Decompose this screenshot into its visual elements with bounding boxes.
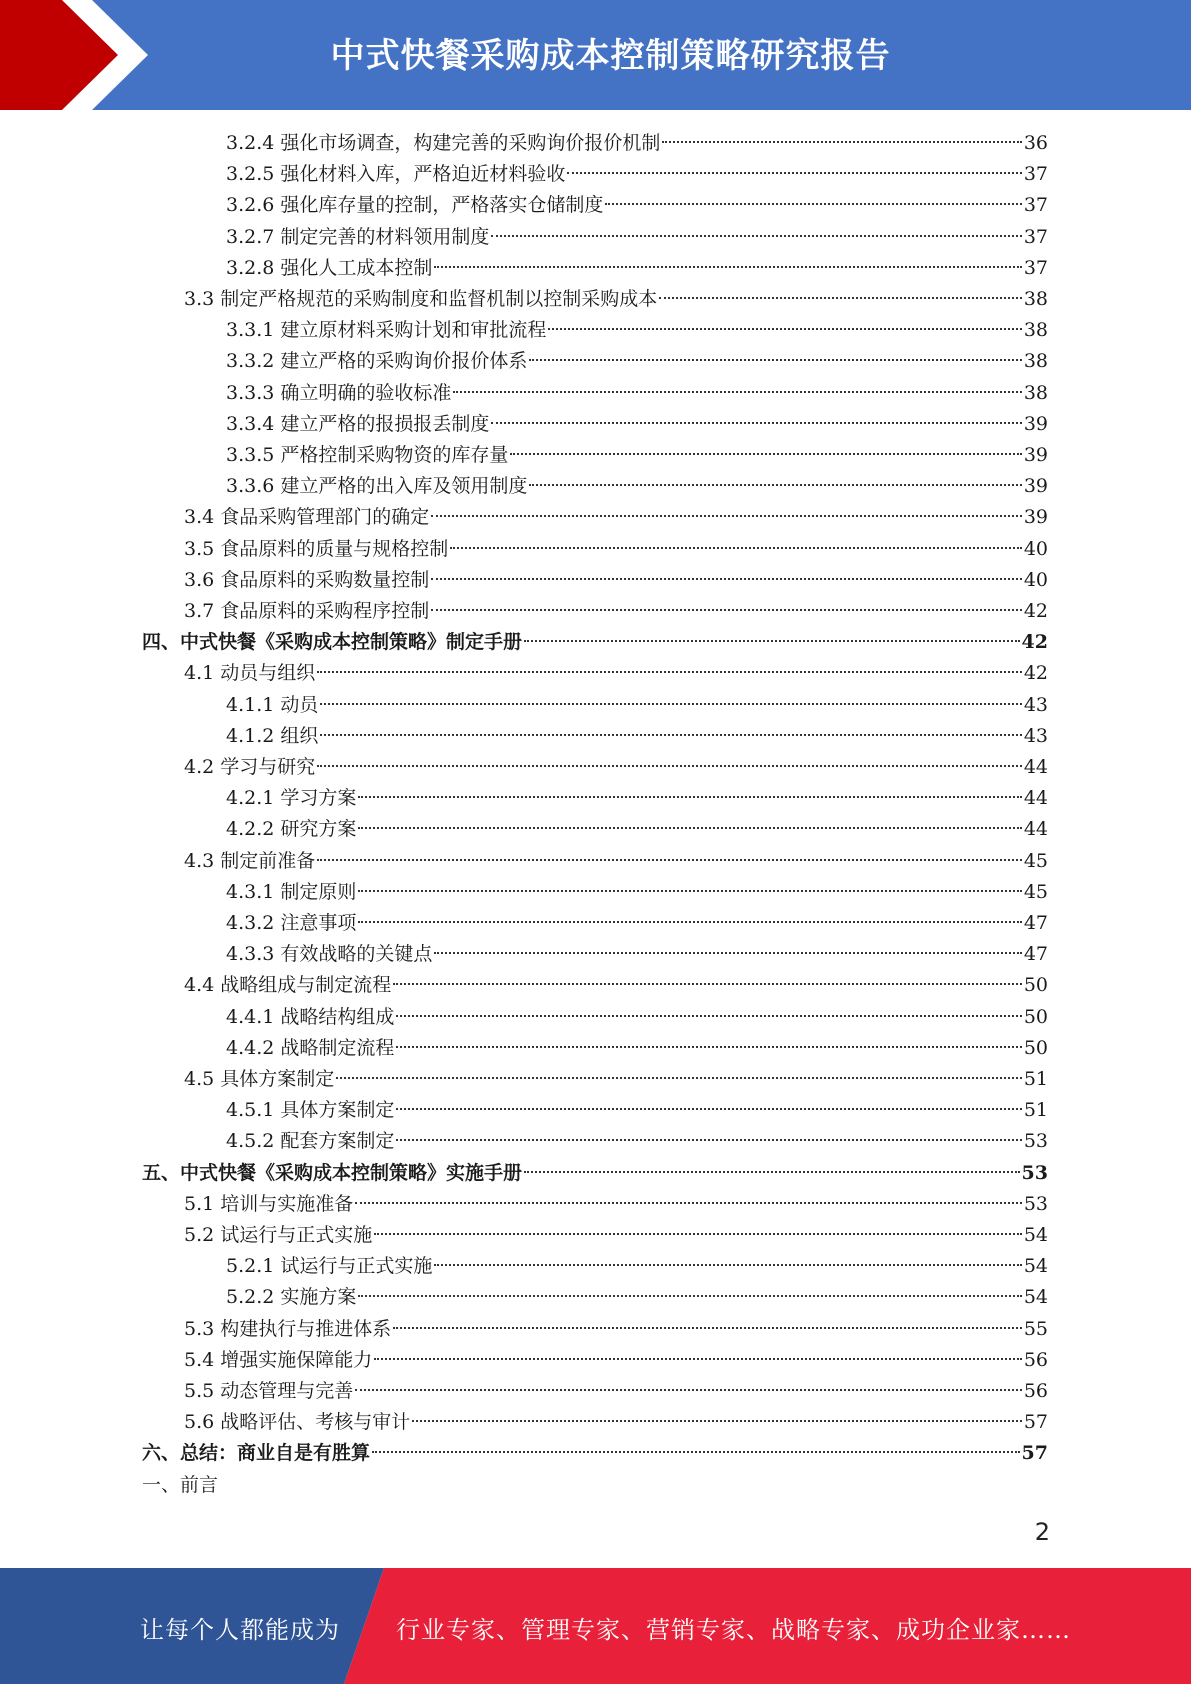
toc-leader-dots	[358, 890, 1021, 892]
toc-entry-title: 4.3 制定前准备	[184, 849, 316, 872]
toc-entry[interactable]	[184, 846, 1048, 877]
toc-leader-dots	[320, 703, 1021, 705]
toc-leader-dots	[355, 1389, 1022, 1391]
toc-entry[interactable]	[184, 534, 1048, 565]
toc-leader-dots	[358, 796, 1021, 798]
toc-entry[interactable]	[226, 1095, 1048, 1126]
toc-entry[interactable]	[184, 596, 1048, 627]
toc-entry[interactable]	[226, 939, 1048, 970]
toc-entry[interactable]	[142, 1438, 1048, 1469]
toc-entry[interactable]	[184, 970, 1048, 1001]
toc-entry[interactable]	[226, 315, 1048, 346]
toc-entry-page: 44	[1023, 787, 1048, 810]
toc-entry[interactable]	[184, 658, 1048, 689]
toc-entry-page: 50	[1023, 1036, 1048, 1059]
toc-leader-dots	[434, 266, 1021, 268]
toc-entry-page: 54	[1023, 1286, 1048, 1309]
toc-entry[interactable]	[226, 877, 1048, 908]
toc-entry[interactable]	[184, 565, 1048, 596]
toc-entry[interactable]	[226, 1251, 1048, 1282]
toc-entry-page: 56	[1023, 1348, 1048, 1371]
toc-entry-page: 57	[1023, 1411, 1048, 1434]
toc-entry-page: 55	[1023, 1317, 1048, 1340]
toc-entry-title: 3.2.6 强化库存量的控制，严格落实仓储制度	[226, 194, 604, 217]
toc-entry[interactable]	[184, 1345, 1048, 1376]
toc-entry-title: 3.2.7 制定完善的材料领用制度	[226, 225, 490, 248]
toc-entry-title: 4.4 战略组成与制定流程	[184, 974, 392, 997]
toc-entry-page: 36	[1023, 132, 1048, 154]
toc-entry-page: 53	[1023, 1192, 1048, 1215]
toc-entry-page: 42	[1021, 631, 1048, 654]
toc-entry[interactable]	[226, 471, 1048, 502]
toc-entry-page: 45	[1023, 849, 1048, 872]
toc-leader-dots	[524, 640, 1020, 642]
toc-entry-title: 四、中式快餐《采购成本控制策略》制定手册	[142, 631, 523, 654]
toc-entry-title: 4.5.1 具体方案制定	[226, 1099, 395, 1122]
toc-entry-page: 47	[1023, 912, 1048, 934]
toc-leader-dots	[393, 983, 1022, 985]
toc-leader-dots	[567, 172, 1021, 174]
toc-leader-dots	[396, 1139, 1021, 1141]
toc-leader-dots	[662, 141, 1021, 143]
page-number: 2	[1034, 1518, 1050, 1546]
document-title: 中式快餐采购成本控制策略研究报告	[330, 36, 891, 76]
toc-entry[interactable]	[226, 128, 1048, 159]
toc-entry-page: 54	[1023, 1255, 1048, 1278]
toc-entry-page: 40	[1023, 537, 1048, 560]
toc-entry[interactable]	[226, 222, 1048, 253]
toc-entry-page: 43	[1023, 724, 1048, 747]
toc-entry-page: 37	[1023, 225, 1048, 248]
toc-leader-dots	[358, 827, 1021, 829]
toc-entry-title: 5.3 构建执行与推进体系	[184, 1317, 392, 1340]
toc-entry-page: 54	[1023, 1224, 1048, 1246]
toc-entry[interactable]	[184, 1189, 1048, 1220]
toc-entry-title: 4.2 学习与研究	[184, 756, 316, 778]
toc-entry-page: 38	[1023, 319, 1048, 342]
toc-entry-page: 53	[1023, 1130, 1048, 1153]
toc-leader-dots	[358, 921, 1021, 923]
toc-leader-dots	[524, 1171, 1020, 1173]
toc-entry[interactable]	[142, 627, 1048, 658]
toc-entry-title: 5.2.2 实施方案	[226, 1286, 357, 1309]
toc-entry-page: 37	[1023, 256, 1048, 279]
toc-entry[interactable]	[226, 814, 1048, 845]
toc-entry-title: 3.7 食品原料的采购程序控制	[184, 600, 430, 622]
toc-entry-page: 44	[1023, 818, 1048, 841]
toc-leader-dots	[431, 515, 1022, 517]
toc-entry-page: 53	[1021, 1161, 1048, 1184]
toc-entry-page: 37	[1023, 163, 1048, 186]
toc-entry-page: 39	[1023, 475, 1048, 498]
toc-entry[interactable]	[142, 1158, 1048, 1189]
toc-entry[interactable]	[226, 1126, 1048, 1157]
toc-entry[interactable]	[226, 1033, 1048, 1064]
toc-entry-title: 4.3.2 注意事项	[226, 912, 357, 934]
toc-entry-title: 4.1.1 动员	[226, 693, 319, 716]
toc-entry-title: 5.5 动态管理与完善	[184, 1380, 354, 1402]
toc-entry[interactable]	[184, 1064, 1048, 1095]
toc-entry-title: 5.6 战略评估、考核与审计	[184, 1411, 411, 1434]
toc-entry-title: 3.3 制定严格规范的采购制度和监督机制以控制采购成本	[184, 288, 658, 310]
toc-entry-title: 4.3.3 有效战略的关键点	[226, 943, 433, 966]
toc-leader-dots	[491, 235, 1021, 237]
toc-entry[interactable]	[226, 721, 1048, 752]
toc-entry-title: 5.2.1 试运行与正式实施	[226, 1255, 433, 1278]
toc-leader-dots	[396, 1046, 1021, 1048]
toc-leader-dots	[434, 952, 1021, 954]
toc-entry[interactable]	[226, 159, 1048, 190]
toc-leader-dots	[510, 453, 1021, 455]
toc-entry-title: 4.2.2 研究方案	[226, 818, 357, 841]
toc-entry-title: 3.3.3 确立明确的验收标准	[226, 381, 452, 404]
toc-entry-title: 3.2.5 强化材料入库，严格迫近材料验收	[226, 163, 566, 186]
toc-entry-title: 一、前言	[142, 1473, 219, 1496]
toc-entry-page: 42	[1023, 662, 1048, 685]
toc-entry[interactable]	[184, 1314, 1048, 1345]
toc-leader-dots	[317, 765, 1022, 767]
toc-leader-dots	[450, 547, 1022, 549]
toc-leader-dots	[412, 1420, 1022, 1422]
toc-entry-title: 3.2.4 强化市场调查，构建完善的采购询价报价机制	[226, 132, 661, 154]
toc-leader-dots	[453, 391, 1021, 393]
toc-entry-title: 五、中式快餐《采购成本控制策略》实施手册	[142, 1161, 523, 1184]
toc-entry-title: 3.3.1 建立原材料采购计划和审批流程	[226, 319, 547, 342]
toc-entry-page: 38	[1023, 381, 1048, 404]
toc-entry[interactable]	[226, 253, 1048, 284]
toc-entry-title: 5.2 试运行与正式实施	[184, 1224, 373, 1246]
toc-leader-dots	[491, 422, 1021, 424]
toc-entry-title: 3.3.2 建立严格的采购询价报价体系	[226, 350, 528, 373]
toc-entry-page: 37	[1023, 194, 1048, 217]
toc-entry-page: 51	[1023, 1099, 1048, 1122]
footer-slogan-right: 行业专家、管理专家、营销专家、战略专家、成功企业家……	[396, 1616, 1071, 1644]
toc-entry-page: 45	[1023, 880, 1048, 903]
toc-entry-title: 5.1 培训与实施准备	[184, 1192, 354, 1215]
toc-entry-title: 六、总结：商业自是有胜算	[142, 1442, 371, 1465]
toc-entry-page: 57	[1021, 1442, 1048, 1465]
toc-leader-dots	[529, 359, 1021, 361]
toc-entry-page: 47	[1023, 943, 1048, 966]
toc-entry-page: 39	[1023, 412, 1048, 435]
toc-entry-page: 56	[1023, 1380, 1048, 1402]
toc-leader-dots	[431, 609, 1022, 611]
toc-entry-title: 4.1 动员与组织	[184, 662, 316, 685]
toc-entry-title: 3.6 食品原料的采购数量控制	[184, 568, 430, 591]
toc-leader-dots	[374, 1358, 1022, 1360]
toc-leader-dots	[434, 1264, 1021, 1266]
toc-entry-page: 42	[1023, 600, 1048, 622]
toc-leader-dots	[431, 578, 1022, 580]
toc-entry[interactable]	[226, 690, 1048, 721]
toc-leader-dots	[393, 1327, 1022, 1329]
toc-entry[interactable]	[226, 440, 1048, 471]
toc-entry[interactable]	[184, 284, 1048, 315]
toc-entry[interactable]	[226, 409, 1048, 440]
toc-entry[interactable]	[226, 1002, 1048, 1033]
toc-leader-dots	[396, 1015, 1021, 1017]
toc-entry[interactable]	[142, 1470, 1048, 1501]
toc-entry-page: 50	[1023, 974, 1048, 997]
toc-entry-title: 3.3.4 建立严格的报损报丢制度	[226, 412, 490, 435]
toc-entry-title: 3.3.6 建立严格的出入库及领用制度	[226, 475, 528, 498]
page-header	[0, 0, 1191, 110]
toc-entry-page: 38	[1023, 288, 1048, 310]
toc-entry-page: 39	[1023, 506, 1048, 529]
toc-entry[interactable]	[184, 1376, 1048, 1407]
toc-entry[interactable]	[226, 190, 1048, 221]
toc-entry-title: 3.3.5 严格控制采购物资的库存量	[226, 444, 509, 466]
toc-leader-dots	[659, 297, 1022, 299]
toc-entry-title: 5.4 增强实施保障能力	[184, 1348, 373, 1371]
toc-entry[interactable]	[184, 752, 1048, 783]
toc-entry[interactable]	[226, 378, 1048, 409]
toc-entry-page: 43	[1023, 693, 1048, 716]
toc-leader-dots	[605, 203, 1021, 205]
toc-entry[interactable]	[226, 908, 1048, 939]
toc-leader-dots	[548, 328, 1021, 330]
toc-leader-dots	[374, 1233, 1022, 1235]
toc-entry-title: 4.3.1 制定原则	[226, 880, 357, 903]
toc-entry-title: 4.2.1 学习方案	[226, 787, 357, 810]
toc-entry[interactable]	[226, 346, 1048, 377]
toc-entry-title: 3.4 食品采购管理部门的确定	[184, 506, 430, 529]
toc-entry-title: 3.5 食品原料的质量与规格控制	[184, 537, 449, 560]
page-footer	[0, 1568, 1191, 1684]
toc-entry-title: 4.4.1 战略结构组成	[226, 1005, 395, 1028]
toc-leader-dots	[355, 1202, 1022, 1204]
toc-entry-title: 4.4.2 战略制定流程	[226, 1036, 395, 1059]
toc-entry[interactable]	[184, 1407, 1048, 1438]
toc-entry[interactable]	[226, 1282, 1048, 1313]
toc-entry-title: 4.5.2 配套方案制定	[226, 1130, 395, 1153]
toc-entry[interactable]	[226, 783, 1048, 814]
toc-entry-page: 40	[1023, 568, 1048, 591]
footer-slogan-left: 让每个人都能成为	[140, 1616, 340, 1644]
toc-leader-dots	[358, 1295, 1021, 1297]
toc-leader-dots	[320, 734, 1021, 736]
toc-entry-page: 51	[1023, 1068, 1048, 1090]
toc-leader-dots	[529, 484, 1021, 486]
toc-leader-dots	[336, 1077, 1022, 1079]
toc-leader-dots	[317, 671, 1022, 673]
toc-entry[interactable]	[184, 1220, 1048, 1251]
toc-entry-page: 44	[1023, 756, 1048, 778]
toc-entry-page: 50	[1023, 1005, 1048, 1028]
toc-entry-page: 38	[1023, 350, 1048, 373]
toc-entry-title: 4.1.2 组织	[226, 724, 319, 747]
toc-leader-dots	[396, 1108, 1021, 1110]
toc-leader-dots	[372, 1451, 1020, 1453]
toc-entry-page: 39	[1023, 444, 1048, 466]
toc-entry[interactable]	[184, 502, 1048, 533]
toc-entry-title: 3.2.8 强化人工成本控制	[226, 256, 433, 279]
toc-entry-title: 4.5 具体方案制定	[184, 1068, 335, 1090]
toc-leader-dots	[317, 859, 1022, 861]
